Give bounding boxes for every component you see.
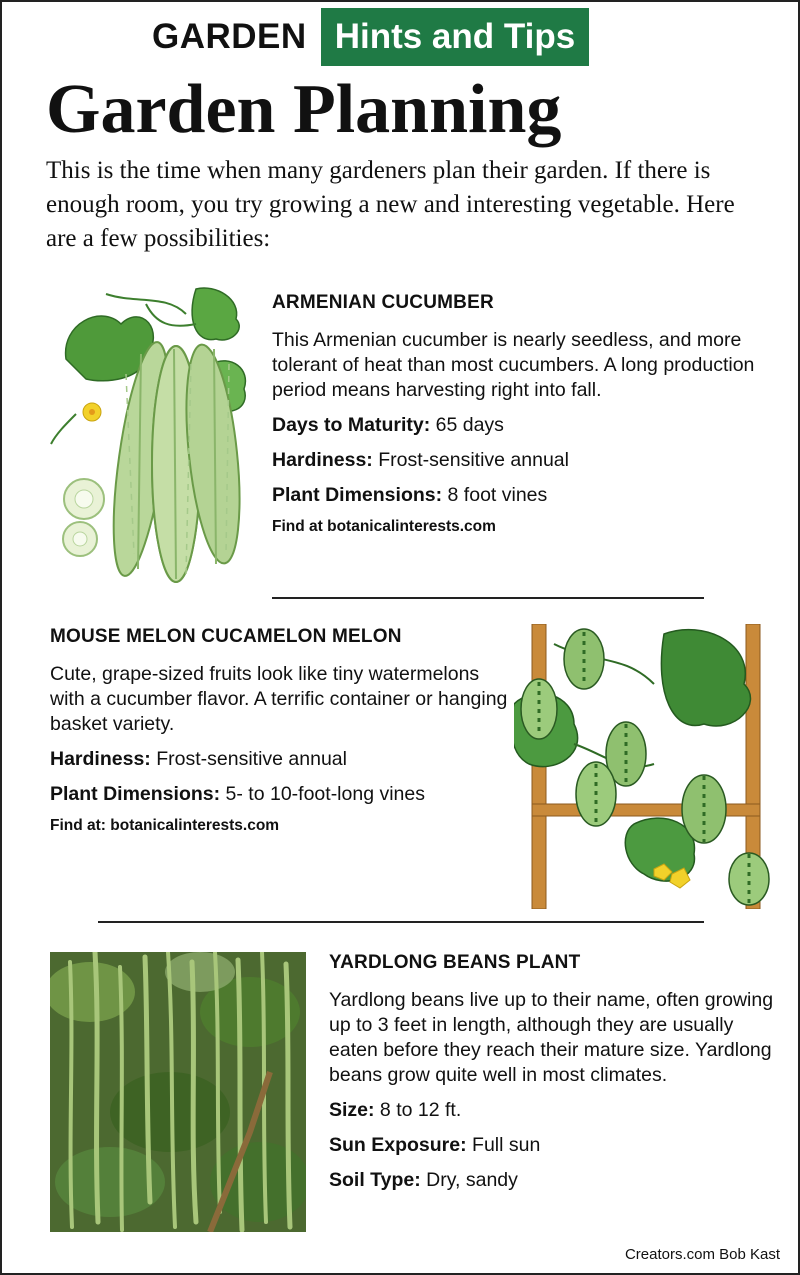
section-description: Yardlong beans live up to their name, often growing up to 3 feet in length, although they are usually eaten before they reach their mature size. Yardlong beans grow quite well in most climates. [329, 989, 774, 1086]
header-tips-badge: Hints and Tips [321, 8, 590, 66]
fact-hardiness: Hardiness: Frost-sensitive annual [50, 748, 347, 770]
fact-hardiness: Hardiness: Frost-sensitive annual [272, 449, 569, 471]
image-credit: Creators.com Bob Kast [624, 1246, 780, 1263]
fact-plant-dimensions: Plant Dimensions: 8 foot vines [272, 484, 548, 506]
armenian-cucumber-illustration-icon [46, 284, 261, 584]
section-divider [272, 597, 704, 599]
section-heading: YARDLONG BEANS PLANT [329, 952, 581, 973]
section-heading: ARMENIAN CUCUMBER [272, 292, 494, 313]
find-at-source: Find at botanicalinterests.com [272, 518, 496, 535]
page-title: Garden Planning [46, 71, 562, 148]
fact-sun-exposure: Sun Exposure: Full sun [329, 1134, 541, 1156]
column-header [152, 8, 589, 66]
fact-soil-type: Soil Type: Dry, sandy [329, 1169, 518, 1191]
yardlong-beans-photo-icon [50, 952, 306, 1232]
fact-days-to-maturity: Days to Maturity: 65 days [272, 414, 504, 436]
section-armenian-cucumber [272, 292, 772, 536]
section-description: Cute, grape-sized fruits look like tiny watermelons with a cucumber flavor. A terrific container or hanging basket variety. [50, 663, 508, 735]
section-description: This Armenian cucumber is nearly seedless, and more tolerant of heat than most cucumbers. A long production period means harvesting right into fall. [272, 329, 755, 401]
cucamelon-illustration-icon [514, 624, 776, 909]
section-divider [98, 921, 704, 923]
section-mouse-melon [50, 626, 510, 835]
section-heading: MOUSE MELON CUCAMELON MELON [50, 626, 402, 647]
section-yardlong-beans [329, 952, 779, 1193]
header-garden-word: GARDEN [152, 17, 307, 56]
intro-paragraph: This is the time when many gardeners plan their garden. If there is enough room, you try growing a new and interesting vegetable. Here are a few possibilities: [46, 157, 735, 252]
fact-size: Size: 8 to 12 ft. [329, 1099, 462, 1121]
find-at-source: Find at: botanicalinterests.com [50, 817, 280, 834]
fact-plant-dimensions: Plant Dimensions: 5- to 10-foot-long vines [50, 783, 425, 805]
